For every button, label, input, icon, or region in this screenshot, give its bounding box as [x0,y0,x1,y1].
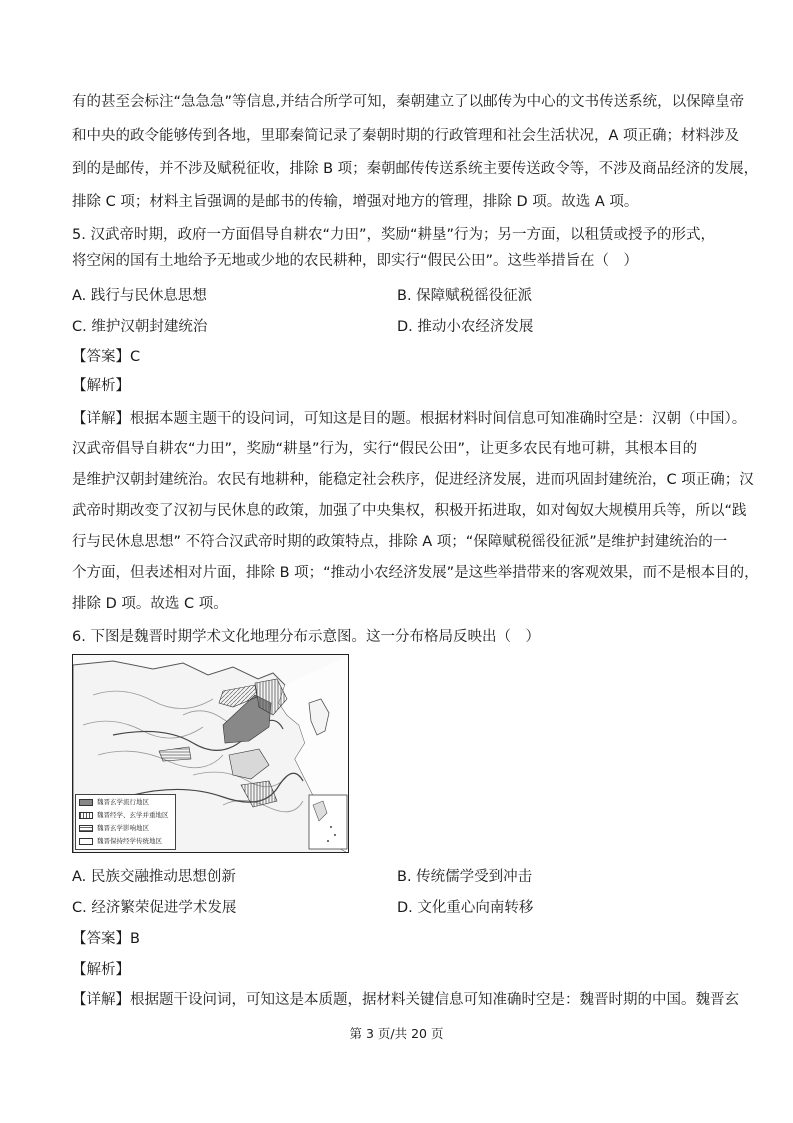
legend-item [79,823,175,834]
q6-option-a: A. 民族交融推动思想创新 [72,869,236,885]
q5-detail-line: 武帝时期改变了汉初与民休息的政策，加强了中央集权，积极开拓进取，如对匈奴大规模用兵等，所以“践 [72,503,747,519]
page-number: 第 3 页/共 20 页 [349,1026,444,1041]
legend-item [79,797,175,808]
q5-answer: 【答案】C [72,349,141,365]
wei-jin-academic-culture-map [72,654,349,853]
q6-option-c: C. 经济繁荣促进学术发展 [72,900,237,916]
q5-detail-line: 【详解】根据本题主题干的设问词，可知这是目的题。根据材料时间信息可知准确时空是：汉朝（中国）。 [72,411,747,427]
q6-analysis-label: 【解析】 [72,962,130,978]
legend-label: 魏晋玄学影响地区 [97,824,149,832]
q5-option-c: C. 维护汉朝封建统治 [72,319,208,335]
legend-label: 魏晋保持经学传统地区 [97,837,162,845]
q5-detail-line: 排除 D 项。故选 C 项。 [72,596,228,612]
analysis-line: 排除 C 项；材料主旨强调的是邮书的传输，增强对地方的管理，排除 D 项。故选 A 项。 [72,194,639,210]
q5-detail-line: 个方面，但表述相对片面，排除 B 项；“推动小农经济发展”是这些举措带来的客观效果，而不是根本目的， [72,565,759,581]
q5-detail-line: 行与民休息思想” 不符合汉武帝时期的政策特点，排除 A 项；“保障赋税徭役征派”是维护封建统治的一 [72,534,728,550]
question-5-stem: 5. 汉武帝时期，政府一方面倡导自耕农“力田”，奖励“耕垦”行为；另一方面，以租赁或授予的形式， [72,227,715,243]
analysis-line: 有的甚至会标注“急急急”等信息,并结合所学可知，秦朝建立了以邮传为中心的文书传送系统，以保障皇帝 [72,94,745,110]
legend-swatch-horizontal-hatch [79,825,93,832]
legend-label: 魏晋经学、玄学并重地区 [97,811,169,819]
legend-swatch-vertical-hatch [79,812,93,819]
q6-option-b: B. 传统儒学受到冲击 [397,869,533,885]
q6-detail-line: 【详解】根据题干设问词，可知这是本质题，据材料关键信息可知准确时空是：魏晋时期的中国。魏晋玄 [72,992,739,1008]
map-legend [75,794,176,850]
legend-swatch-blank [79,838,93,845]
q5-detail-line: 汉武帝倡导自耕农“力田”，奖励“耕垦”行为，实行“假民公田”，让更多农民有地可耕，其根本目的 [72,441,698,457]
question-6-stem: 6. 下图是魏晋时期学术文化地理分布示意图。这一分布格局反映出（ ） [72,629,540,645]
q5-option-d: D. 推动小农经济发展 [397,319,534,335]
analysis-line: 和中央的政令能够传到各地，里耶秦简记录了秦朝时期的行政管理和社会生活状况，A 项正确；材料涉及 [72,128,740,144]
q6-option-d: D. 文化重心向南转移 [397,900,534,916]
q5-analysis-label: 【解析】 [72,378,130,394]
legend-item [79,810,175,821]
q6-answer: 【答案】B [72,931,140,947]
legend-label: 魏晋玄学流行地区 [97,798,149,806]
analysis-line: 到的是邮传，并不涉及赋税征收，排除 B 项；秦朝邮传传送系统主要传送政令等，不涉及商品经济的发展， [72,161,759,177]
legend-item [79,836,175,847]
legend-swatch-dark [79,799,93,806]
question-5-stem: 将空闲的国有土地给予无地或少地的农民耕种，即实行“假民公田”。这些举措旨在（ ） [72,253,639,269]
q5-option-a: A. 践行与民休息思想 [72,288,207,304]
q5-option-b: B. 保障赋税徭役征派 [397,288,533,304]
q5-detail-line: 是维护汉朝封建统治。农民有地耕种，能稳定社会秩序，促进经济发展，进而巩固封建统治，C 项正确；汉 [72,472,754,488]
